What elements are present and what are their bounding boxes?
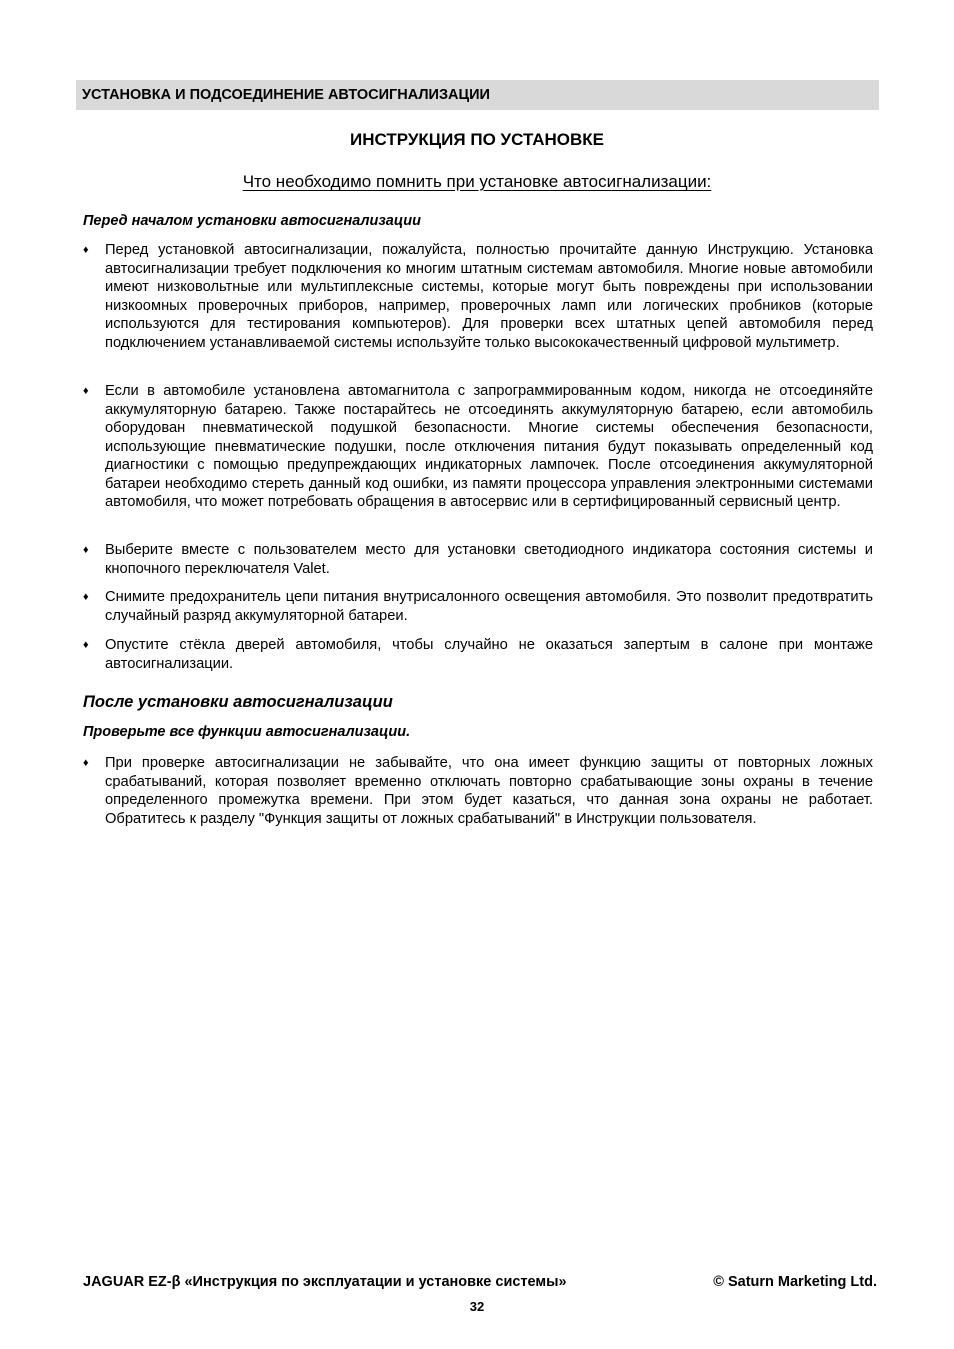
diamond-bullet-icon: ♦ xyxy=(83,385,89,397)
list-item xyxy=(83,754,873,828)
subtitle xyxy=(0,171,954,193)
diamond-bullet-icon: ♦ xyxy=(83,591,89,603)
footer-document-title: JAGUAR EZ-β «Инструкция по эксплуатации и установке системы» xyxy=(83,1274,567,1290)
bullet-text: Опустите стёкла дверей автомобиля, чтобы случайно не оказаться запертым в салоне при монтаже автосигнализации. xyxy=(105,637,873,672)
list-item xyxy=(83,541,873,578)
list-item xyxy=(83,241,873,352)
section-header: УСТАНОВКА И ПОДСОЕДИНЕНИЕ АВТОСИГНАЛИЗАЦИИ xyxy=(82,87,490,103)
after-install-heading: После установки автосигнализации xyxy=(83,693,393,711)
bullet-text: При проверке автосигнализации не забывайте, что она имеет функцию защиты от повторных ложных срабатываний, которая позволяет временно отключать повторно срабатывающие зоны охраны в течение определенного промежутка времени. При этом будет казаться, что данная зона охраны не работает. Обратитесь к разделу "Функция защиты от ложных срабатываний" в Инструкции пользователя. xyxy=(105,755,873,827)
diamond-bullet-icon: ♦ xyxy=(83,639,89,651)
diamond-bullet-icon: ♦ xyxy=(83,244,89,256)
list-item xyxy=(83,382,873,512)
bullet-text: Если в автомобиле установлена автомагнитола с запрограммированным кодом, никогда не отсоединяйте аккумуляторную батарею. Также постарайтесь не отсоединять аккумуляторную батарею, если автомобиль оборудован пневматической подушкой безопасности. Многие системы обеспечения безопасности, использующие пневматические подушки, после отключения питания будут показывать определенный код диагностики с помощью предупреждающих индикаторных лампочек. После отсоединения аккумуляторной батареи необходимо стереть данный код ошибки, из памяти процессора управления электронными системами автомобиля, что может потребовать обращения в автосервис или в сертифицированный сервисный центр. xyxy=(105,383,873,510)
diamond-bullet-icon: ♦ xyxy=(83,544,89,556)
bullet-text: Выберите вместе с пользователем место для установки светодиодного индикатора состояния системы и кнопочного переключателя Valet. xyxy=(105,542,873,577)
bullet-text: Снимите предохранитель цепи питания внутрисалонного освещения автомобиля. Это позволит предотвратить случайный разряд аккумуляторной батареи. xyxy=(105,589,873,624)
list-item xyxy=(83,588,873,625)
before-install-heading: Перед началом установки автосигнализации xyxy=(83,213,421,229)
subtitle-text: Что необходимо помнить при установке автосигнализации: xyxy=(242,172,712,191)
footer-copyright: © Saturn Marketing Ltd. xyxy=(713,1274,877,1290)
page-title: ИНСТРУКЦИЯ ПО УСТАНОВКЕ xyxy=(349,130,605,149)
list-item xyxy=(83,636,873,673)
diamond-bullet-icon: ♦ xyxy=(83,757,89,769)
bullet-text: Перед установкой автосигнализации, пожалуйста, полностью прочитайте данную Инструкцию. Установка автосигнализации требует подключения ко многим штатным системам автомобиля. Многие новые автомобили имеют низковольтные или мультиплексные системы, которые могут быть повреждены при использовании низкоомных проверочных приборов, например, проверочных ламп или логических пробников (которые используются для тестирования компьютеров). Для проверки всех штатных цепей автомобиля перед подключением устанавливаемой системы используйте только высококачественный цифровой мультиметр. xyxy=(105,242,873,351)
page-number: 32 xyxy=(469,1299,485,1314)
section-header-bar xyxy=(76,80,879,110)
after-install-subheading: Проверьте все функции автосигнализации. xyxy=(83,724,411,740)
